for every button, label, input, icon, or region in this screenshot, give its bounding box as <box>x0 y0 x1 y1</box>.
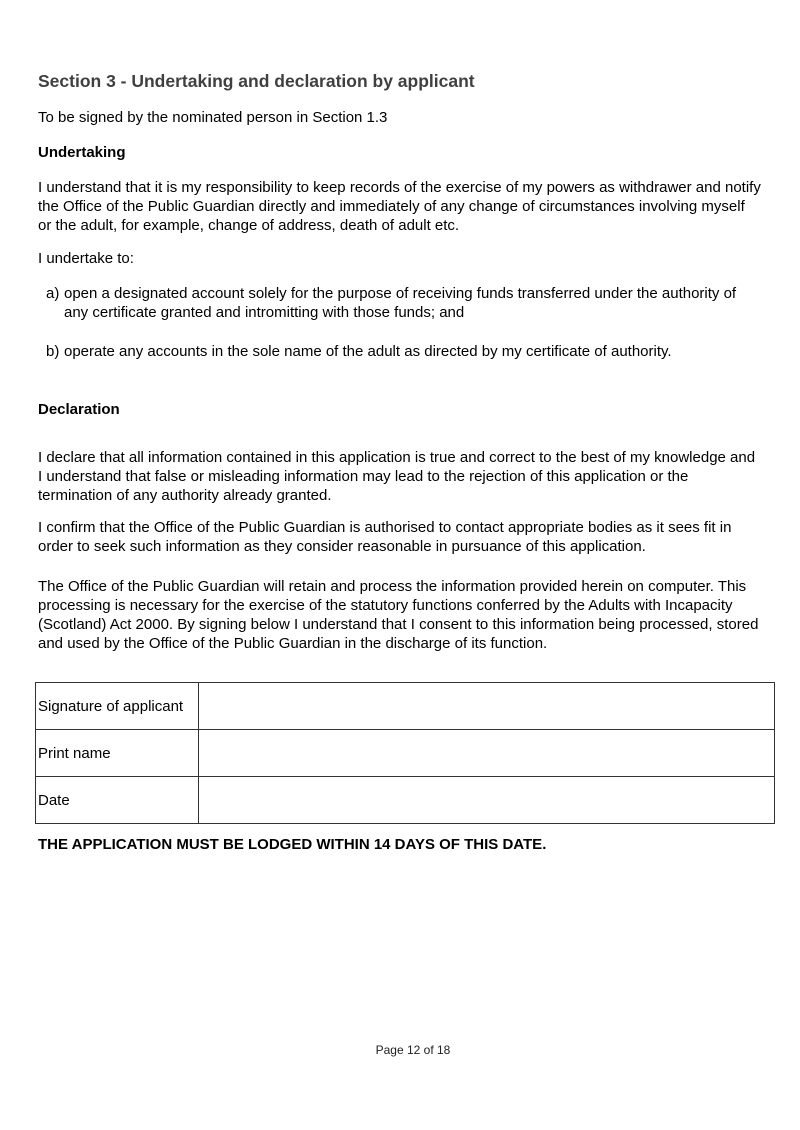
date-row <box>36 777 775 824</box>
signature-field[interactable] <box>199 683 775 730</box>
print-name-field[interactable] <box>199 730 775 777</box>
undertaking-heading: Undertaking <box>38 144 126 161</box>
undertaking-item-b <box>46 342 762 361</box>
undertaking-lead: I undertake to: <box>38 250 134 267</box>
section-title: Section 3 - Undertaking and declaration by applicant <box>38 71 475 91</box>
signature-label: Signature of applicant <box>36 683 199 730</box>
undertaking-paragraph: I understand that it is my responsibility to keep records of the exercise of my powers as withdrawer and notify the Office of the Public Guardian directly and immediately of any change of circumstances involving myself or the adult, for example, change of address, death of adult etc. <box>38 179 761 234</box>
signature-row <box>36 683 775 730</box>
page-number: Page 12 of 18 <box>375 1043 451 1057</box>
declaration-paragraph-2: I confirm that the Office of the Public Guardian is authorised to contact appropriate bodies as it sees fit in order to seek such information as they consider reasonable in pursuance of this application. <box>38 519 732 555</box>
item-text: open a designated account solely for the purpose of receiving funds transferred under the authority of any certificate granted and intromitting with those funds; and <box>64 285 737 321</box>
section-intro: To be signed by the nominated person in Section 1.3 <box>38 109 388 126</box>
declaration-paragraph-1: I declare that all information contained in this application is true and correct to the best of my knowledge and I understand that false or misleading information may lead to the rejection of this application or the termination of any authority already granted. <box>38 449 756 504</box>
item-marker: a) <box>46 285 60 302</box>
date-field[interactable] <box>199 777 775 824</box>
undertaking-item-a <box>46 284 762 322</box>
item-marker: b) <box>46 343 60 360</box>
signature-table <box>35 682 775 824</box>
lodging-notice: THE APPLICATION MUST BE LODGED WITHIN 14 DAYS OF THIS DATE. <box>38 836 547 853</box>
declaration-heading: Declaration <box>38 401 120 418</box>
item-text: operate any accounts in the sole name of the adult as directed by my certificate of authority. <box>64 343 672 360</box>
print-name-label: Print name <box>36 730 199 777</box>
declaration-paragraph-3: The Office of the Public Guardian will retain and process the information provided herein on computer. This processing is necessary for the exercise of the statutory functions conferred by the Adults with Incapacity (Scotland) Act 2000. By signing below I understand that I consent to this information being processed, stored and used by the Office of the Public Guardian in the discharge of its function. <box>38 578 759 652</box>
date-label: Date <box>36 777 199 824</box>
print-name-row <box>36 730 775 777</box>
